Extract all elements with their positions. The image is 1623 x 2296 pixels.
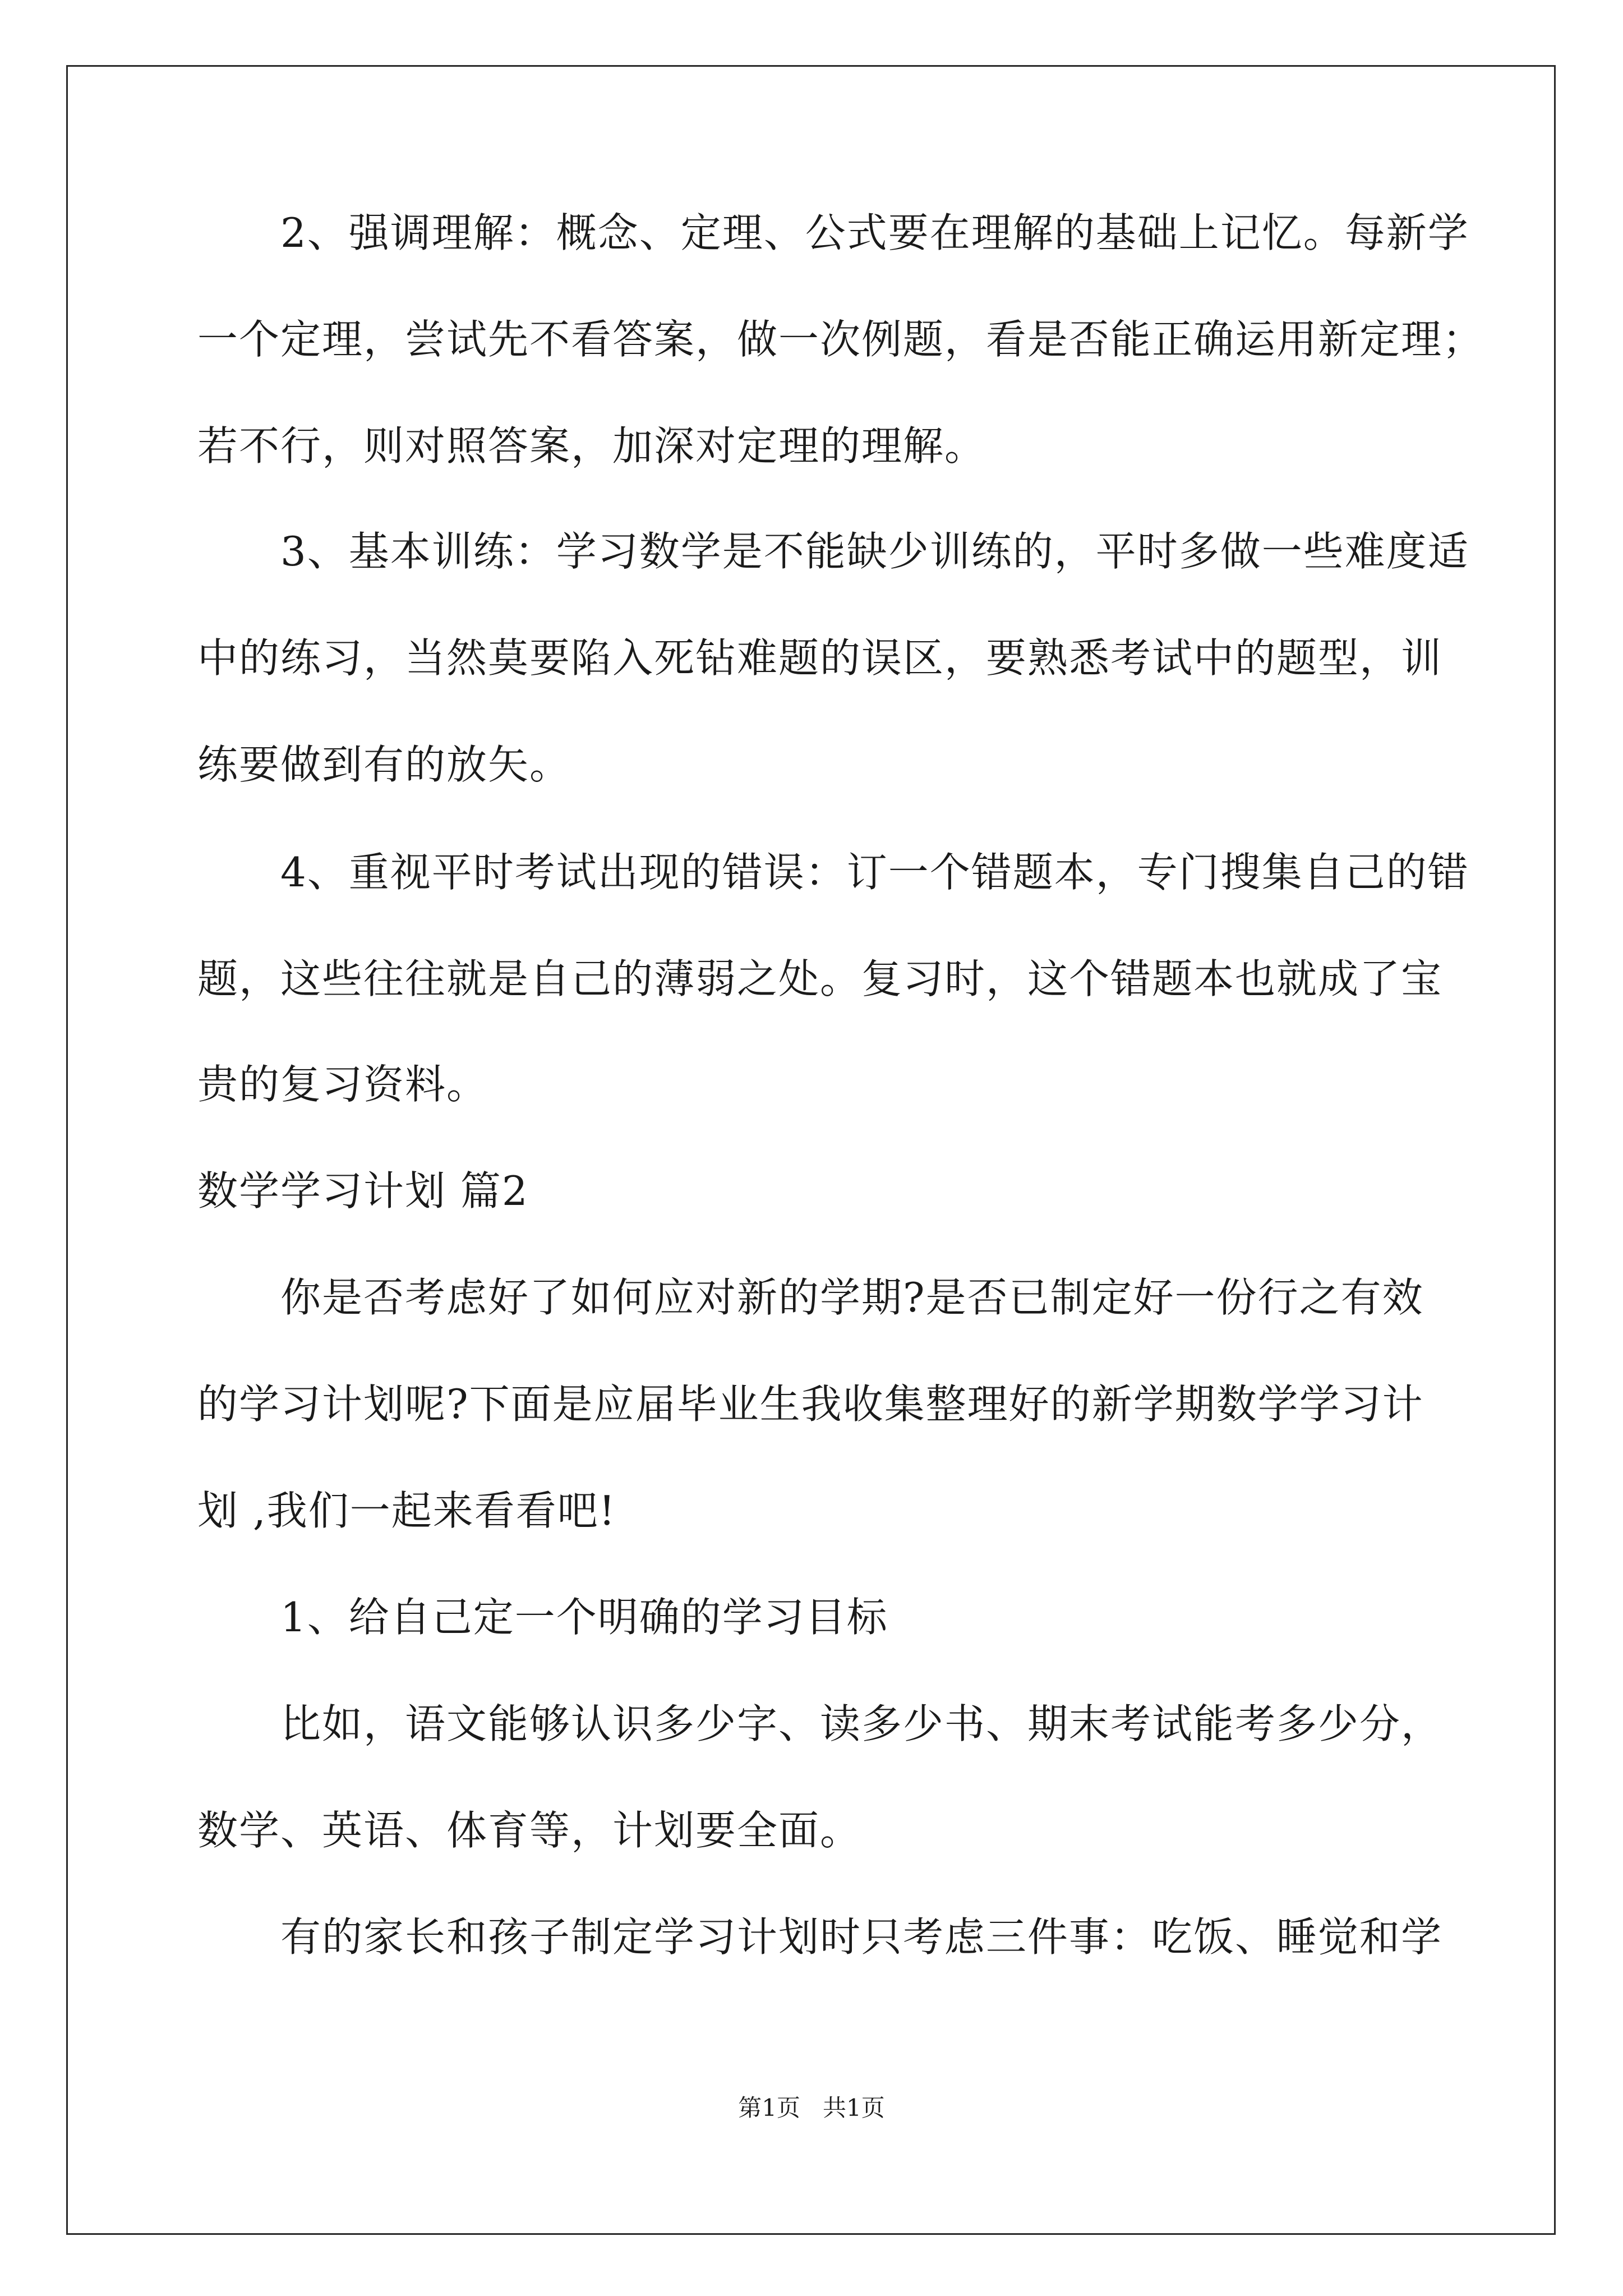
paragraph-line: 中的练习，当然莫要陷入死钻难题的误区，要熟悉考试中的题型，训 [197, 634, 1443, 682]
paragraph-line: 1、给自己定一个明确的学习目标 [280, 1594, 888, 1641]
paragraph-line: 的学习计划呢?下面是应届毕业生我收集整理好的新学期数学学习计 [197, 1381, 1424, 1428]
paragraph-line: 划 ,我们一起来看看吧! [197, 1487, 616, 1534]
paragraph-line: 3、基本训练：学习数学是不能缺少训练的，平时多做一些难度适 [280, 528, 1469, 575]
page-border [66, 65, 1556, 2235]
section-heading: 数学学习计划 篇2 [197, 1167, 529, 1214]
paragraph-line: 有的家长和孩子制定学习计划时只考虑三件事：吃饭、睡觉和学 [280, 1913, 1443, 1961]
paragraph-line: 贵的复习资料。 [197, 1061, 488, 1108]
page-footer: 第1页 共1页 [738, 2094, 885, 2122]
paragraph-line: 4、重视平时考试出现的错误：订一个错题本，专门搜集自己的错 [280, 849, 1469, 896]
paragraph-line: 一个定理，尝试先不看答案，做一次例题，看是否能正确运用新定理； [197, 316, 1484, 363]
paragraph-line: 比如，语文能够认识多少字、读多少书、期末考试能考多少分， [280, 1700, 1443, 1747]
paragraph-line: 2、强调理解：概念、定理、公式要在理解的基础上记忆。每新学 [280, 209, 1469, 256]
paragraph-line: 题，这些往往就是自己的薄弱之处。复习时，这个错题本也就成了宝 [197, 955, 1443, 1002]
paragraph-line: 数学、英语、体育等，计划要全面。 [197, 1807, 862, 1854]
paragraph-line: 练要做到有的放矢。 [197, 741, 571, 788]
paragraph-line: 你是否考虑好了如何应对新的学期?是否已制定好一份行之有效 [280, 1274, 1424, 1321]
paragraph-line: 若不行，则对照答案，加深对定理的理解。 [197, 422, 986, 470]
